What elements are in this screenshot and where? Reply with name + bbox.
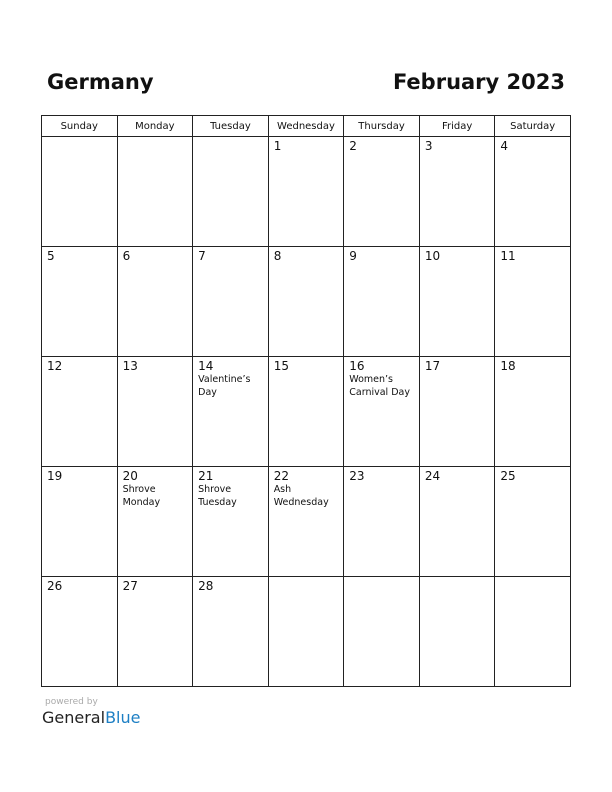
day-number: 22 [273,469,289,483]
day-number: 19 [47,469,63,483]
day-cell [42,577,118,687]
day-number: 26 [47,579,63,593]
day-number: 25 [500,469,516,483]
empty-day-cell [193,137,269,247]
weekday-header: Sunday [42,116,118,137]
day-cell [42,467,118,577]
country-title: Germany [47,70,154,94]
day-cell [42,247,118,357]
week-row [42,247,571,357]
weekday-header: Saturday [495,116,571,137]
day-cell [419,467,495,577]
day-number: 11 [500,249,516,263]
day-number: 23 [349,469,365,483]
day-number: 21 [198,469,214,483]
day-cell [344,247,420,357]
day-cell [268,467,344,577]
weekday-header: Thursday [344,116,420,137]
day-cell [117,247,193,357]
day-cell [268,137,344,247]
generalblue-logo[interactable] [42,708,140,727]
day-cell [419,247,495,357]
day-cell [495,467,571,577]
calendar-grid [41,115,571,687]
day-cell [117,577,193,687]
day-cell [495,247,571,357]
holiday-label: Shrove Monday [122,484,161,508]
weekday-header-row [42,116,571,137]
day-number: 28 [198,579,214,593]
powered-by-label: powered by [45,697,98,707]
day-cell [268,357,344,467]
day-cell [344,467,420,577]
weekday-header: Wednesday [268,116,344,137]
week-row [42,357,571,467]
day-number: 27 [122,579,138,593]
day-cell [419,357,495,467]
day-number: 9 [349,249,357,263]
logo-text-blue: Blue [105,708,141,727]
week-row [42,577,571,687]
day-number: 17 [424,359,441,373]
day-number: 12 [47,359,63,373]
day-number: 6 [122,249,131,263]
day-cell [344,137,420,247]
empty-day-cell [495,577,571,687]
holiday-label: Shrove Tuesday [198,484,237,508]
day-number: 4 [500,139,509,153]
week-row [42,467,571,577]
day-number: 24 [424,469,441,483]
day-number: 10 [424,249,441,263]
weekday-header: Tuesday [193,116,269,137]
empty-day-cell [42,137,118,247]
day-number: 20 [122,469,138,483]
day-number: 15 [273,359,289,373]
day-number: 5 [47,249,55,263]
weekday-header: Monday [117,116,193,137]
week-row [42,137,571,247]
day-number: 14 [198,359,214,373]
day-number: 16 [349,359,365,373]
day-number: 7 [198,249,206,263]
holiday-label: Valentine’s Day [198,374,251,398]
day-number: 13 [122,359,138,373]
day-cell [193,357,269,467]
day-number: 18 [500,359,516,373]
empty-day-cell [117,137,193,247]
holiday-label: Women’s Carnival Day [349,374,410,398]
day-cell [42,357,118,467]
empty-day-cell [344,577,420,687]
day-cell [495,357,571,467]
day-cell [268,247,344,357]
day-number: 8 [273,249,282,263]
day-cell [193,247,269,357]
day-number: 1 [273,139,282,153]
day-number: 2 [349,139,357,153]
day-cell [344,357,420,467]
month-title: February 2023 [392,70,565,94]
day-cell [193,467,269,577]
day-cell [419,137,495,247]
day-cell [117,357,193,467]
empty-day-cell [419,577,495,687]
day-cell [117,467,193,577]
day-cell [193,577,269,687]
empty-day-cell [268,577,344,687]
day-number: 3 [424,139,433,153]
logo-text-general: General [42,708,106,727]
day-cell [495,137,571,247]
weekday-header: Friday [419,116,495,137]
holiday-label: Ash Wednesday [273,484,329,508]
